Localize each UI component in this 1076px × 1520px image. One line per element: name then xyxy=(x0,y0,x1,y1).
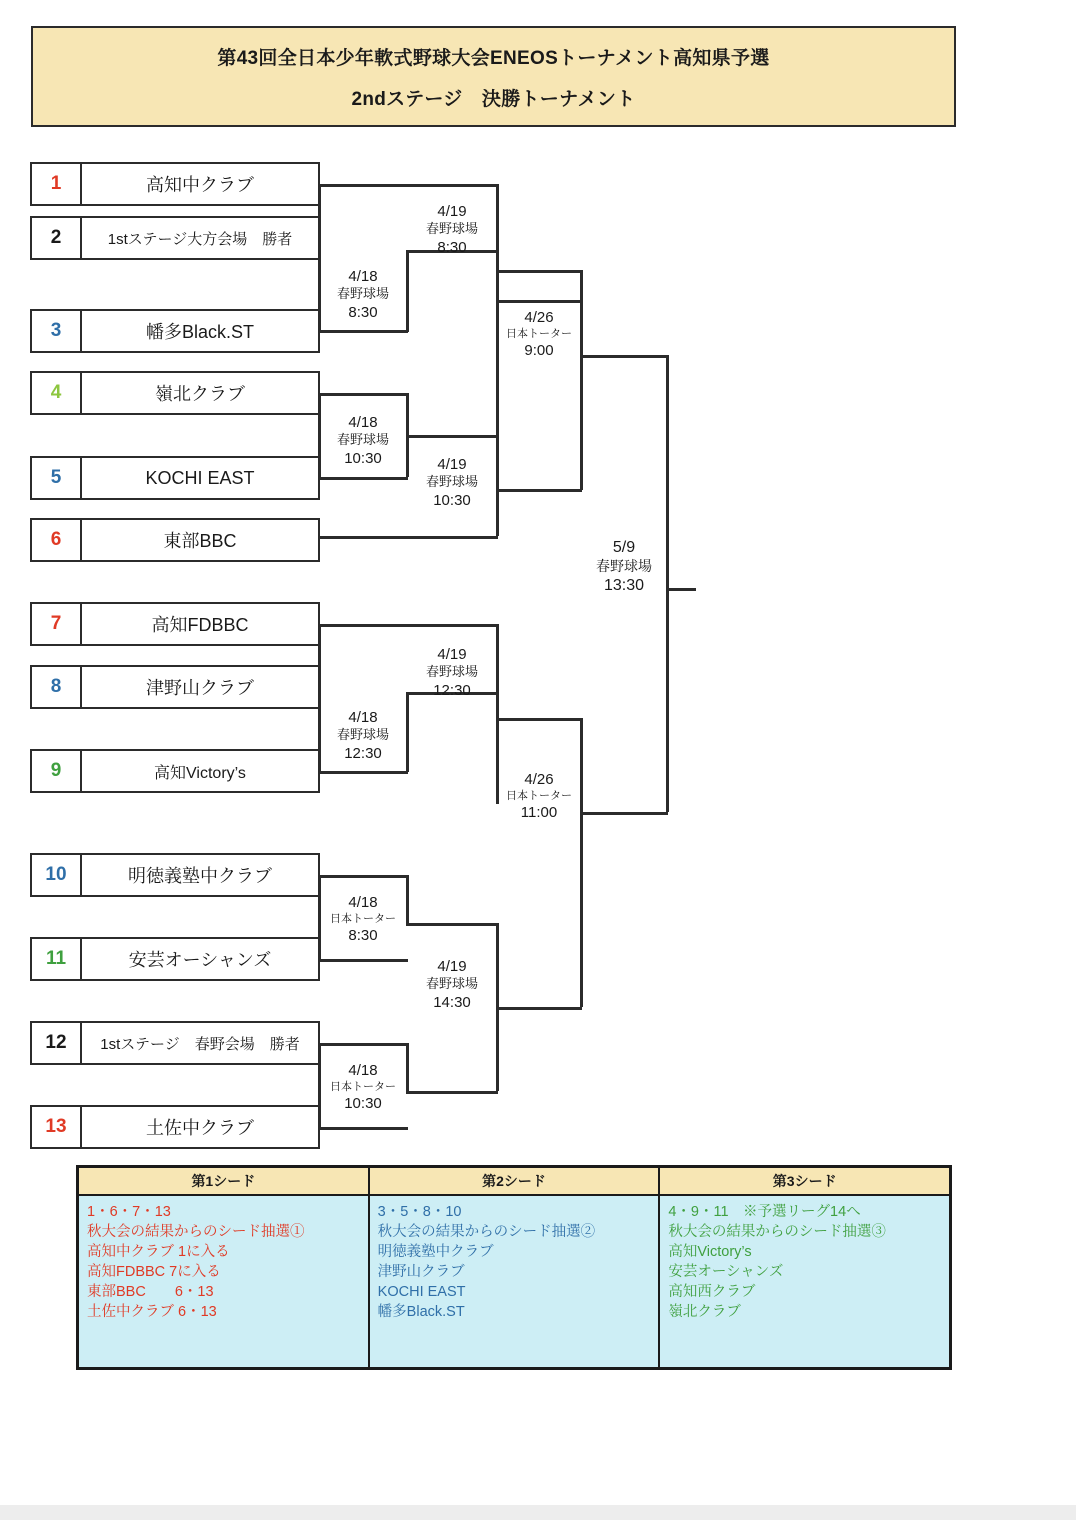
seed-line: 秋大会の結果からのシード抽選③ xyxy=(668,1224,886,1240)
match-time: 10:30 xyxy=(344,449,382,467)
match-label-m11 xyxy=(496,770,582,822)
bracket-line xyxy=(318,477,408,480)
team-seed-number: 11 xyxy=(30,937,82,981)
bracket-line xyxy=(580,718,583,1007)
match-date: 4/26 xyxy=(524,771,554,788)
team-name: 高知Victory’s xyxy=(82,749,320,793)
match-place: 春野球場 xyxy=(336,432,389,448)
team-seed-number: 12 xyxy=(30,1021,82,1065)
team-seed-number: 5 xyxy=(30,456,82,500)
team-name: 明徳義塾中クラブ xyxy=(82,853,320,897)
match-label-m2 xyxy=(320,413,406,468)
bracket-line xyxy=(318,875,408,878)
match-date: 4/18 xyxy=(348,1062,378,1079)
match-place: 春野球場 xyxy=(596,558,652,575)
seed-body xyxy=(79,1196,368,1367)
match-label-m10 xyxy=(408,957,496,1012)
match-label-m7 xyxy=(408,645,496,700)
match-date: 4/18 xyxy=(348,894,378,911)
bracket-line xyxy=(496,300,582,303)
team-entry-5[interactable] xyxy=(30,456,320,500)
match-time: 14:30 xyxy=(433,993,471,1011)
team-name: 1stステージ大方会場 勝者 xyxy=(82,216,320,260)
match-label-m5 xyxy=(496,308,582,360)
team-seed-number: 9 xyxy=(30,749,82,793)
team-entry-1[interactable] xyxy=(30,162,320,206)
bracket-line xyxy=(580,355,668,358)
team-name: KOCHI EAST xyxy=(82,456,320,500)
seed-table xyxy=(76,1165,952,1370)
match-date: 4/18 xyxy=(348,268,378,285)
seed-line: 高知FDBBC 7に入る xyxy=(87,1264,221,1280)
seed-line: 津野山クラブ xyxy=(377,1264,465,1280)
match-time: 13:30 xyxy=(603,577,645,595)
match-place: 春野球場 xyxy=(425,664,478,680)
team-name: 津野山クラブ xyxy=(82,665,320,709)
bracket-line xyxy=(318,1127,408,1130)
team-entry-13[interactable] xyxy=(30,1105,320,1149)
bracket-line xyxy=(318,184,498,187)
seed-line: 秋大会の結果からのシード抽選① xyxy=(87,1224,305,1240)
team-seed-number: 13 xyxy=(30,1105,82,1149)
bracket-line xyxy=(318,959,408,962)
match-date: 4/18 xyxy=(348,414,378,431)
seed-column-3 xyxy=(660,1168,949,1367)
bracket-line xyxy=(318,771,408,774)
team-name: 幡多Black.ST xyxy=(82,309,320,353)
seed-line: 3・5・8・10 xyxy=(377,1204,462,1220)
seed-line: 高知Victory’s xyxy=(668,1244,752,1260)
bracket-line xyxy=(406,692,409,772)
team-entry-12[interactable] xyxy=(30,1021,320,1065)
team-name: 高知中クラブ xyxy=(82,162,320,206)
bracket-line xyxy=(406,1091,498,1094)
seed-body xyxy=(370,1196,659,1367)
bracket-line xyxy=(318,1043,408,1046)
team-name: 土佐中クラブ xyxy=(82,1105,320,1149)
seed-line: 幡多Black.ST xyxy=(377,1304,465,1320)
seed-line: 嶺北クラブ xyxy=(668,1304,741,1320)
seed-body xyxy=(660,1196,949,1367)
match-date: 4/19 xyxy=(437,958,467,975)
match-time: 8:30 xyxy=(437,238,467,256)
seed-line: 高知西クラブ xyxy=(668,1284,756,1300)
bracket-line xyxy=(580,270,583,490)
match-date: 4/19 xyxy=(437,203,467,220)
seed-line: 土佐中クラブ 6・13 xyxy=(87,1304,217,1320)
team-seed-number: 3 xyxy=(30,309,82,353)
match-time: 10:30 xyxy=(433,491,471,509)
seed-line: 秋大会の結果からのシード抽選② xyxy=(377,1224,596,1240)
team-name: 安芸オーシャンズ xyxy=(82,937,320,981)
seed-header: 第1シード xyxy=(79,1168,368,1196)
match-place: 日本トーター xyxy=(506,790,572,803)
team-entry-4[interactable] xyxy=(30,371,320,415)
seed-header: 第2シード xyxy=(370,1168,659,1196)
team-seed-number: 7 xyxy=(30,602,82,646)
match-time: 8:30 xyxy=(348,927,378,945)
title-line-1: 第43回全日本少年軟式野球大会ENEOSトーナメント高知県予選 xyxy=(217,47,770,69)
bracket-line xyxy=(666,588,696,591)
team-entry-10[interactable] xyxy=(30,853,320,897)
team-seed-number: 2 xyxy=(30,216,82,260)
team-seed-number: 4 xyxy=(30,371,82,415)
match-label-final xyxy=(578,538,670,597)
match-label-m1 xyxy=(320,267,406,322)
team-entry-8[interactable] xyxy=(30,665,320,709)
bracket-line xyxy=(406,875,409,923)
team-entry-2[interactable] xyxy=(30,216,320,260)
bracket-line xyxy=(318,624,498,627)
match-place: 日本トーター xyxy=(330,913,396,926)
seed-line: 4・9・11 ※予選リーグ14へ xyxy=(668,1204,861,1220)
match-place: 春野球場 xyxy=(425,474,478,490)
bracket-line xyxy=(406,250,409,332)
match-place: 春野球場 xyxy=(425,976,478,992)
match-label-m3 xyxy=(408,202,496,257)
match-place: 日本トーター xyxy=(506,328,572,341)
seed-line: 東部BBC 6・13 xyxy=(87,1284,214,1300)
team-entry-7[interactable] xyxy=(30,602,320,646)
title-line-2: 2ndステージ 決勝トーナメント xyxy=(351,88,636,110)
bracket-line xyxy=(406,1043,409,1091)
seed-line: 明徳義塾中クラブ xyxy=(377,1244,494,1260)
bracket-line xyxy=(318,330,408,333)
bracket-line xyxy=(580,812,668,815)
match-time: 8:30 xyxy=(348,303,378,321)
seed-column-2 xyxy=(370,1168,661,1367)
team-seed-number: 6 xyxy=(30,518,82,562)
team-seed-number: 1 xyxy=(30,162,82,206)
bracket-line xyxy=(496,1007,582,1010)
match-time: 10:30 xyxy=(344,1095,382,1113)
bracket-line xyxy=(318,536,498,539)
team-entry-11[interactable] xyxy=(30,937,320,981)
team-name: 嶺北クラブ xyxy=(82,371,320,415)
match-label-m9 xyxy=(320,1061,406,1113)
match-date: 4/26 xyxy=(524,309,554,326)
match-time: 12:30 xyxy=(433,681,471,699)
seed-line: 1・6・7・13 xyxy=(87,1204,171,1220)
bracket-line xyxy=(496,718,582,721)
team-entry-9[interactable] xyxy=(30,749,320,793)
bracket-line xyxy=(406,435,498,438)
match-time: 11:00 xyxy=(520,804,558,822)
team-seed-number: 10 xyxy=(30,853,82,897)
match-place: 春野球場 xyxy=(425,221,478,237)
seed-column-1 xyxy=(79,1168,370,1367)
bracket-line xyxy=(496,489,582,492)
match-place: 日本トーター xyxy=(330,1081,396,1094)
match-time: 12:30 xyxy=(344,744,382,762)
match-label-m4 xyxy=(408,455,496,510)
match-time: 9:00 xyxy=(524,342,554,360)
bracket-line xyxy=(318,393,408,396)
match-date: 4/19 xyxy=(437,646,467,663)
team-seed-number: 8 xyxy=(30,665,82,709)
team-name: 東部BBC xyxy=(82,518,320,562)
match-date: 4/18 xyxy=(348,709,378,726)
match-label-m8 xyxy=(320,893,406,945)
match-date: 5/9 xyxy=(612,539,636,556)
bracket-line xyxy=(496,270,582,273)
team-name: 1stステージ 春野会場 勝者 xyxy=(82,1021,320,1065)
seed-line: 安芸オーシャンズ xyxy=(668,1264,784,1280)
match-place: 春野球場 xyxy=(336,286,389,302)
seed-line: 高知中クラブ 1に入る xyxy=(87,1244,230,1260)
seed-header: 第3シード xyxy=(660,1168,949,1196)
match-place: 春野球場 xyxy=(336,727,389,743)
team-entry-3[interactable] xyxy=(30,309,320,353)
bracket-line xyxy=(406,923,498,926)
team-name: 高知FDBBC xyxy=(82,602,320,646)
team-entry-6[interactable] xyxy=(30,518,320,562)
tournament-title xyxy=(31,26,956,127)
seed-line: KOCHI EAST xyxy=(377,1284,466,1300)
match-date: 4/19 xyxy=(437,456,467,473)
bottom-scroll-strip xyxy=(0,1505,1076,1520)
match-label-m6 xyxy=(320,708,406,763)
